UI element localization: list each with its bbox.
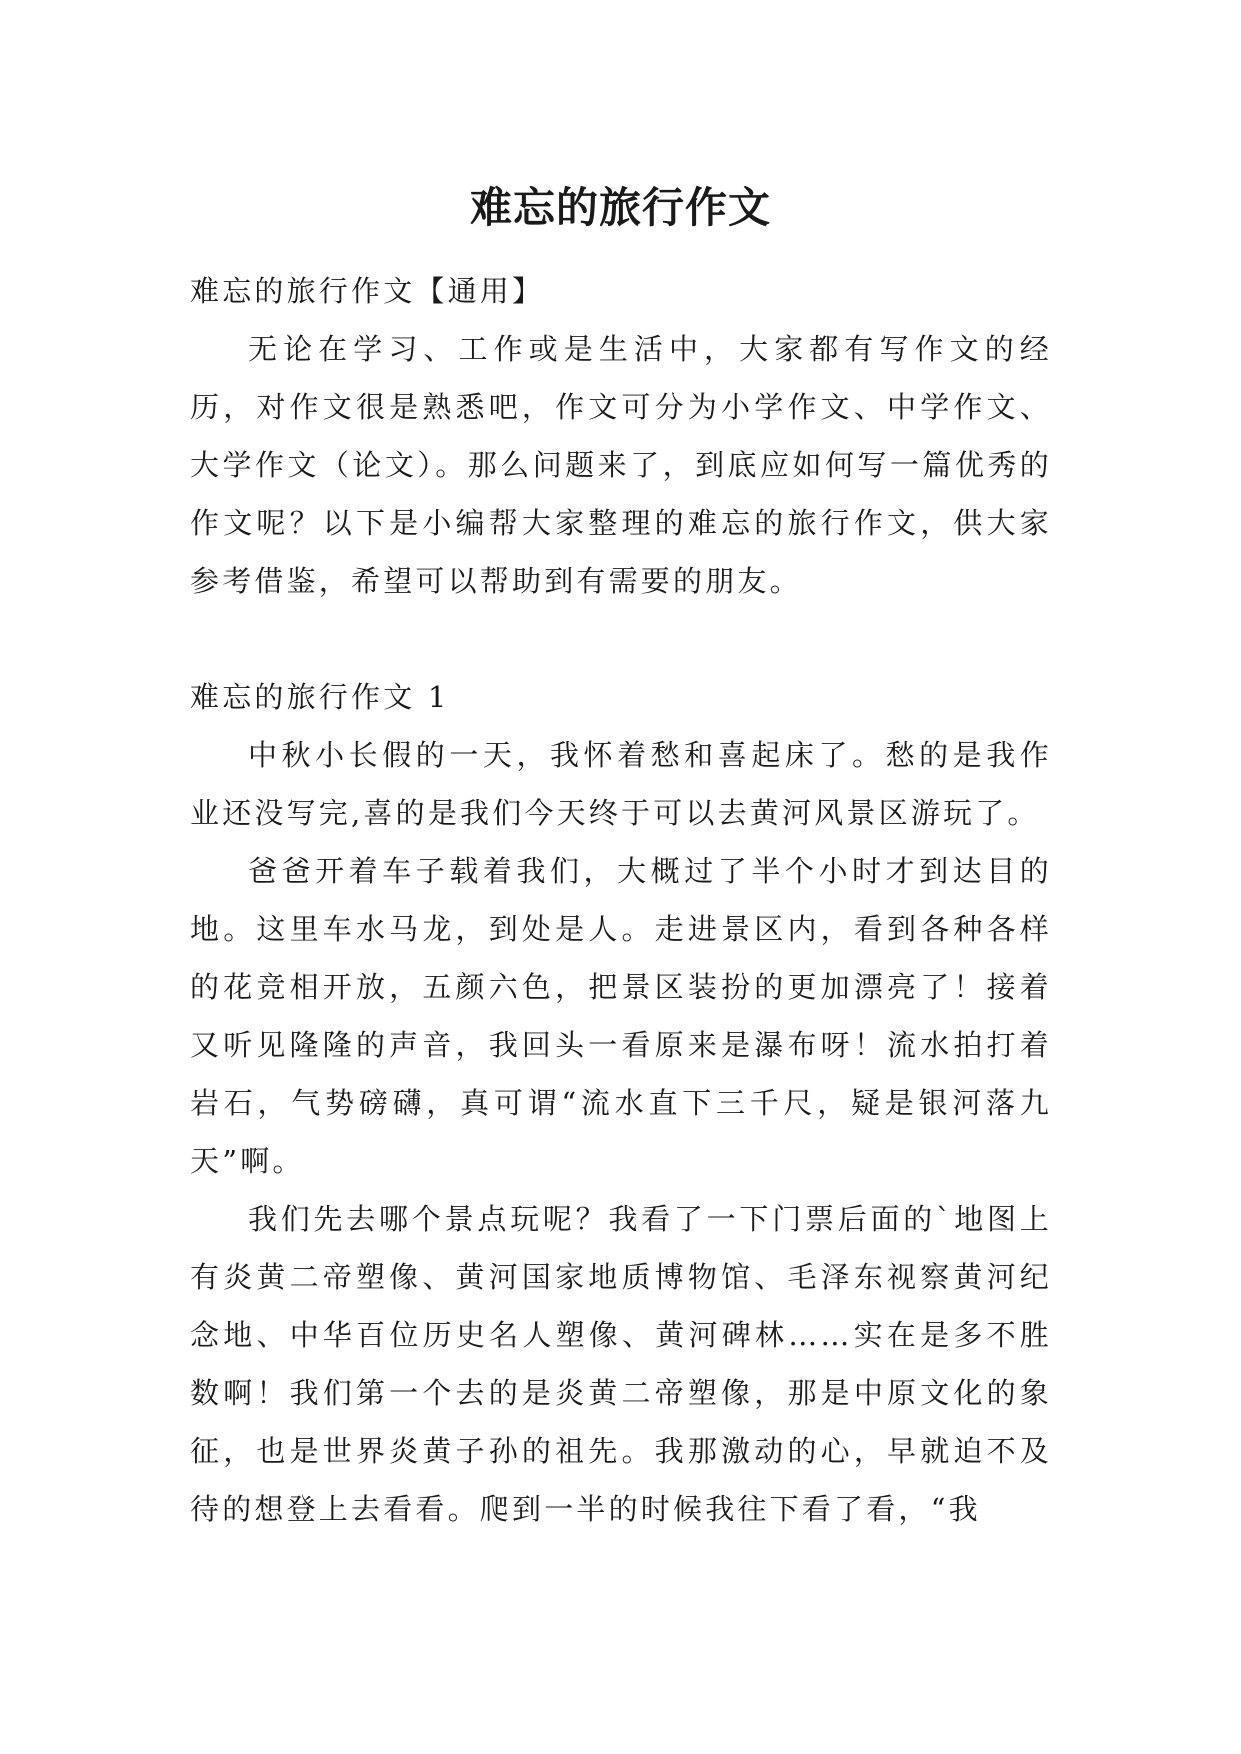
body-paragraph-1: 中秋小长假的一天，我怀着愁和喜起床了。愁的是我作业还没写完,喜的是我们今天终于可以去黄河风景区游玩了。 (190, 738, 1052, 830)
document-title: 难忘的旅行作文 (469, 183, 771, 233)
body-paragraph-2: 爸爸开着车子载着我们，大概过了半个小时才到达目的地。这里车水马龙，到处是人。走进景区内，看到各种各样的花竞相开放，五颜六色，把景区装扮的更加漂亮了！接着又听见隆隆的声音，我回头一看原来是瀑布呀！流水拍打着岩石，气势磅礴，真可谓“流水直下三千尺，疑是银河落九天”啊。 (190, 854, 1052, 1178)
section-spacer (190, 610, 1052, 668)
document-body (190, 262, 1052, 1538)
intro-paragraph: 无论在学习、工作或是生活中，大家都有写作文的经历，对作文很是熟悉吧，作文可分为小学作文、中学作文、大学作文（论文）。那么问题来了，到底应如何写一篇优秀的作文呢？以下是小编帮大家整理的难忘的旅行作文，供大家参考借鉴，希望可以帮助到有需要的朋友。 (190, 332, 1052, 598)
section-heading: 难忘的旅行作文 1 (190, 680, 450, 714)
body-paragraph-3: 我们先去哪个景点玩呢？我看了一下门票后面的`地图上有炎黄二帝塑像、黄河国家地质博物馆、毛泽东视察黄河纪念地、中华百位历史名人塑像、黄河碑林……实在是多不胜数啊！我们第一个去的是炎黄二帝塑像，那是中原文化的象征，也是世界炎黄子孙的祖先。我那激动的心，早就迫不及待的想登上去看看。爬到一半的时候我往下看了看，“我 (190, 1202, 1052, 1526)
subtitle: 难忘的旅行作文【通用】 (190, 274, 545, 308)
